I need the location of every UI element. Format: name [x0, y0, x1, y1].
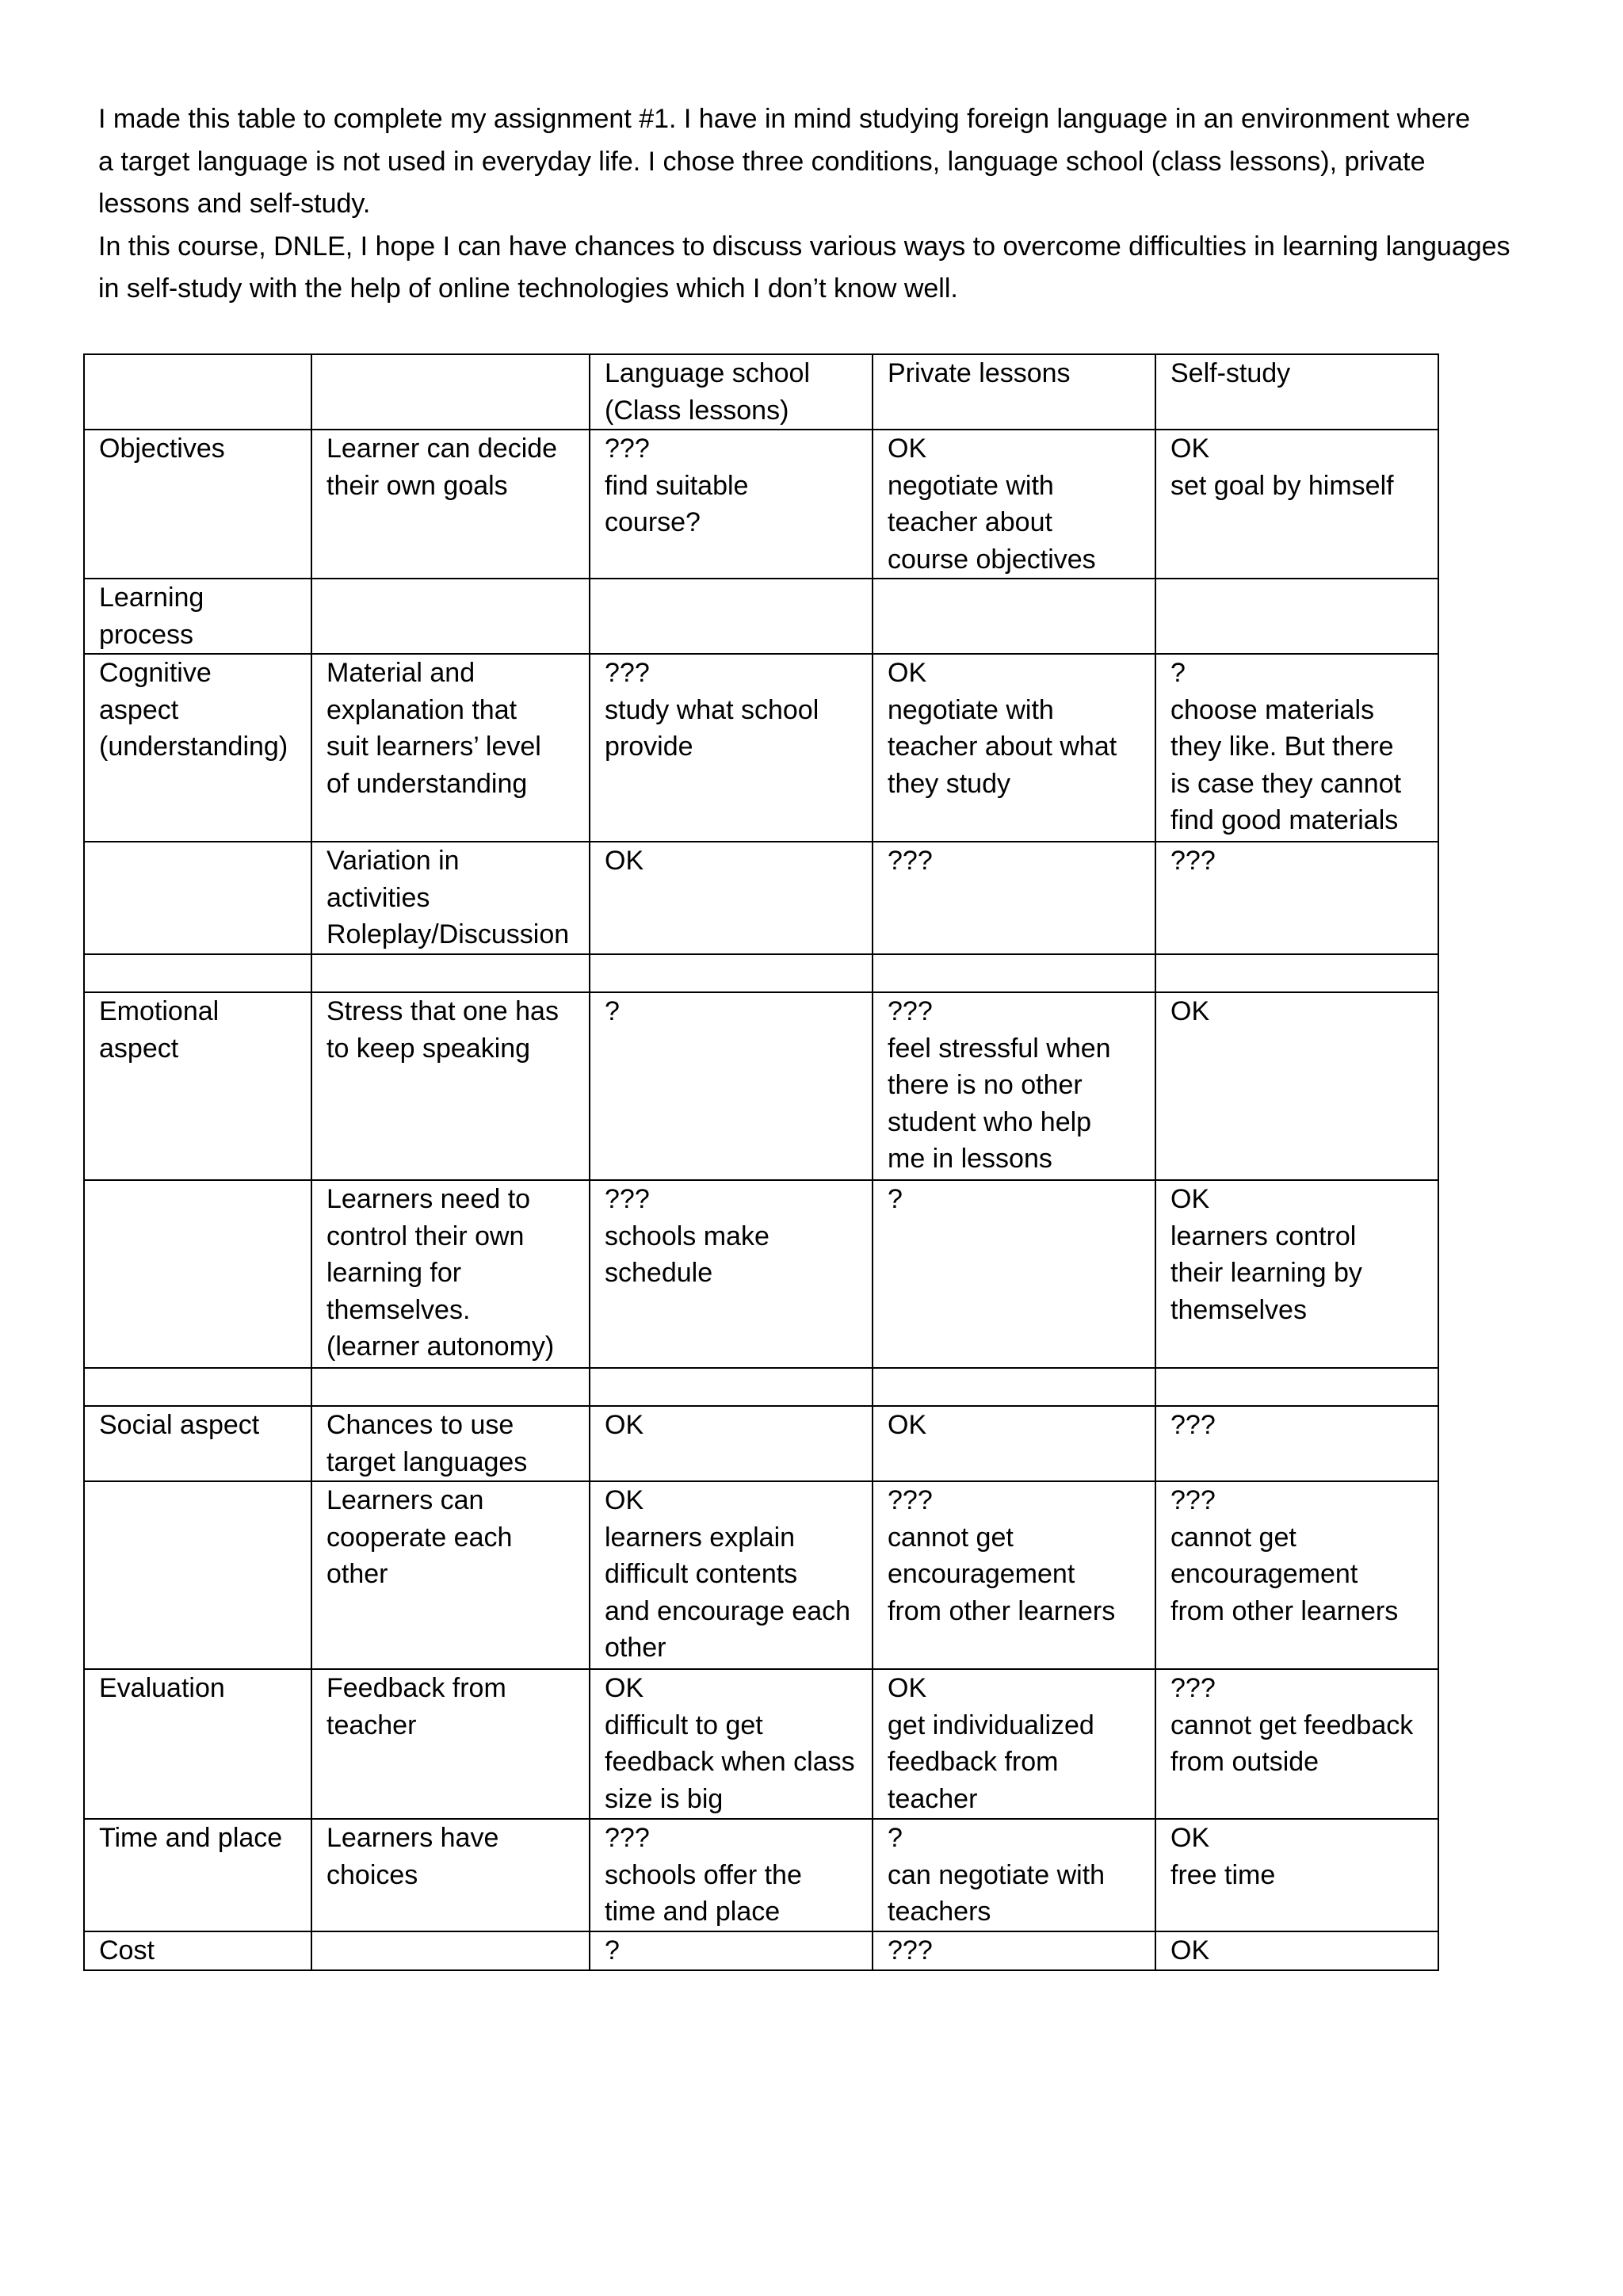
cell-text-line: negotiate with [888, 694, 1054, 725]
table-cell-language-school [590, 842, 873, 954]
table-cell-category [84, 354, 311, 430]
table-cell-private-lessons [873, 654, 1155, 842]
cell-text-line: aspect [99, 1033, 179, 1064]
table-row [84, 354, 1438, 430]
cell-text-line: from outside [1170, 1747, 1319, 1777]
cell-text-line: ? [888, 1823, 903, 1853]
table-cell-self-study [1155, 954, 1438, 992]
cell-text-line: schools make [605, 1221, 769, 1251]
table-cell-criterion [311, 1481, 590, 1669]
table-row [84, 654, 1438, 842]
cell-text-line: learning for [327, 1258, 462, 1288]
cell-text-line: Learning [99, 583, 204, 613]
cell-text-line: course? [605, 507, 701, 537]
table-cell-category [84, 954, 311, 992]
table-cell-criterion [311, 1819, 590, 1931]
cell-text-line: course objectives [888, 544, 1096, 575]
cell-text-line: ??? [605, 658, 650, 688]
cell-text-line: Roleplay/Discussion [327, 919, 570, 949]
table-cell-private-lessons [873, 842, 1155, 954]
cell-text-line: Self-study [1170, 358, 1291, 388]
table-cell-category [84, 1406, 311, 1481]
table-cell-private-lessons [873, 992, 1155, 1180]
cell-text-line: ? [1170, 658, 1186, 688]
cell-text-line: cannot get [1170, 1522, 1296, 1553]
cell-text-line: Emotional [99, 996, 220, 1026]
table-cell-private-lessons [873, 1819, 1155, 1931]
cell-text-line: cannot get feedback [1170, 1710, 1414, 1740]
table-cell-self-study [1155, 354, 1438, 430]
cell-text-line: me in lessons [888, 1144, 1052, 1174]
cell-text-line: activities [327, 882, 430, 913]
cell-text-line: OK [888, 434, 927, 464]
cell-text-line: and encourage each [605, 1595, 851, 1626]
table-cell-private-lessons [873, 354, 1155, 430]
intro-paragraph-1 [98, 98, 1556, 226]
table-cell-language-school [590, 430, 873, 579]
cell-text-line: difficult contents [605, 1559, 798, 1589]
table-cell-criterion [311, 430, 590, 579]
table-cell-self-study [1155, 1406, 1438, 1481]
cell-text-line: provide [605, 732, 693, 762]
table-cell-self-study [1155, 1819, 1438, 1931]
cell-text-line: ??? [1170, 1410, 1216, 1440]
cell-text-line: ??? [888, 1485, 933, 1515]
cell-text-line: OK [605, 1485, 644, 1515]
cell-text-line: Evaluation [99, 1673, 225, 1703]
table-cell-self-study [1155, 1180, 1438, 1368]
cell-text-line: to keep speaking [327, 1033, 531, 1064]
table-cell-criterion [311, 1180, 590, 1368]
cell-text-line: can negotiate with [888, 1859, 1106, 1890]
table-cell-self-study [1155, 579, 1438, 654]
cell-text-line: aspect [99, 694, 179, 725]
cell-text-line: learners explain [605, 1522, 796, 1553]
table-cell-category [84, 992, 311, 1180]
cell-text-line: ??? [605, 1184, 650, 1214]
cell-text-line: encouragement [888, 1559, 1075, 1589]
intro-paragraph-2 [98, 226, 1556, 311]
table-cell-self-study [1155, 1931, 1438, 1970]
table-cell-category [84, 1180, 311, 1368]
cell-text-line: (learner autonomy) [327, 1331, 555, 1362]
cell-text-line: control their own [327, 1221, 525, 1251]
cell-text-line: Learners need to [327, 1184, 531, 1214]
table-cell-private-lessons [873, 1481, 1155, 1669]
cell-text-line: schools offer the [605, 1859, 802, 1890]
table-cell-language-school [590, 1931, 873, 1970]
cell-text-line: from other learners [1170, 1595, 1399, 1626]
intro-text [98, 98, 1556, 311]
table-cell-language-school [590, 1406, 873, 1481]
cell-text-line: Social aspect [99, 1410, 260, 1440]
cell-text-line: negotiate with [888, 470, 1054, 501]
table-cell-private-lessons [873, 1368, 1155, 1406]
cell-text-line: ??? [1170, 1673, 1216, 1703]
cell-text-line: OK [888, 658, 927, 688]
table-cell-criterion [311, 842, 590, 954]
table-row [84, 1180, 1438, 1368]
table-cell-private-lessons [873, 579, 1155, 654]
table-cell-criterion [311, 1406, 590, 1481]
cell-text-line: ??? [888, 846, 933, 876]
cell-text-line: ? [888, 1184, 903, 1214]
table-row [84, 430, 1438, 579]
table-cell-category [84, 579, 311, 654]
table-row [84, 842, 1438, 954]
cell-text-line: target languages [327, 1446, 528, 1477]
table-cell-criterion [311, 579, 590, 654]
cell-text-line: Objectives [99, 434, 225, 464]
cell-text-line: ? [605, 996, 620, 1026]
table-cell-category [84, 1481, 311, 1669]
cell-text-line: ??? [605, 434, 650, 464]
cell-text-line: there is no other [888, 1070, 1083, 1100]
cell-text-line: Cognitive [99, 658, 212, 688]
cell-text-line: suit learners’ level [327, 732, 541, 762]
cell-text-line: OK [605, 1673, 644, 1703]
cell-text-line: choices [327, 1859, 418, 1890]
table-cell-language-school [590, 1481, 873, 1669]
cell-text-line: their learning by [1170, 1258, 1362, 1288]
cell-text-line: ??? [888, 1935, 933, 1966]
cell-text-line: ? [605, 1935, 620, 1966]
table-cell-criterion [311, 654, 590, 842]
table-cell-criterion [311, 354, 590, 430]
cell-text-line: cannot get [888, 1522, 1014, 1553]
table-cell-language-school [590, 1368, 873, 1406]
cell-text-line: Stress that one has [327, 996, 559, 1026]
cell-text-line: themselves. [327, 1294, 471, 1325]
cell-text-line: feedback from [888, 1747, 1059, 1777]
table-cell-self-study [1155, 842, 1438, 954]
table-cell-private-lessons [873, 1180, 1155, 1368]
table-cell-criterion [311, 954, 590, 992]
cell-text-line: OK [605, 846, 644, 876]
cell-text-line: Learners have [327, 1823, 499, 1853]
table-cell-criterion [311, 1669, 590, 1819]
cell-text-line: they study [888, 768, 1010, 799]
intro-line: In this course, DNLE, I hope I can have chances to discuss various ways to overcome difficulties in learning languages [98, 231, 1510, 262]
cell-text-line: ??? [1170, 1485, 1216, 1515]
cell-text-line: schedule [605, 1258, 713, 1288]
table-cell-language-school [590, 354, 873, 430]
table-cell-self-study [1155, 1368, 1438, 1406]
cell-text-line: ??? [1170, 846, 1216, 876]
cell-text-line: feedback when class [605, 1747, 855, 1777]
table-cell-category [84, 1669, 311, 1819]
cell-text-line: OK [1170, 1184, 1210, 1214]
intro-line: a target language is not used in everyday life. I chose three conditions, language school (class lessons), private [98, 146, 1426, 177]
table-cell-criterion [311, 1368, 590, 1406]
cell-text-line: size is big [605, 1783, 724, 1814]
table-row [84, 1669, 1438, 1819]
cell-text-line: difficult to get [605, 1710, 763, 1740]
intro-line: lessons and self-study. [98, 189, 371, 219]
table-cell-category [84, 430, 311, 579]
table-row [84, 1406, 1438, 1481]
cell-text-line: cooperate each [327, 1522, 513, 1553]
cell-text-line: Variation in [327, 846, 460, 876]
table-row [84, 1931, 1438, 1970]
table-cell-self-study [1155, 1481, 1438, 1669]
table-cell-self-study [1155, 992, 1438, 1180]
cell-text-line: teacher about [888, 507, 1052, 537]
table-row [84, 1819, 1438, 1931]
table-cell-category [84, 654, 311, 842]
cell-text-line: find suitable [605, 470, 749, 501]
table-row [84, 992, 1438, 1180]
cell-text-line: they like. But there [1170, 732, 1394, 762]
cell-text-line: Learners can [327, 1485, 484, 1515]
table-cell-category [84, 842, 311, 954]
table-cell-language-school [590, 1669, 873, 1819]
cell-text-line: study what school [605, 694, 819, 725]
cell-text-line: ??? [888, 996, 933, 1026]
cell-text-line: feel stressful when [888, 1033, 1111, 1064]
table-cell-private-lessons [873, 1669, 1155, 1819]
cell-text-line: OK [1170, 996, 1210, 1026]
cell-text-line: (Class lessons) [605, 395, 789, 426]
intro-line: I made this table to complete my assignment #1. I have in mind studying foreign language in an environment where [98, 104, 1471, 134]
cell-text-line: OK [1170, 1935, 1210, 1966]
table-cell-language-school [590, 654, 873, 842]
cell-text-line: get individualized [888, 1710, 1094, 1740]
cell-text-line: ??? [605, 1823, 650, 1853]
cell-text-line: free time [1170, 1859, 1276, 1890]
cell-text-line: Learner can decide [327, 434, 558, 464]
cell-text-line: Chances to use [327, 1410, 514, 1440]
table-cell-language-school [590, 1819, 873, 1931]
table-cell-category [84, 1368, 311, 1406]
cell-text-line: OK [888, 1673, 927, 1703]
cell-text-line: Private lessons [888, 358, 1071, 388]
cell-text-line: their own goals [327, 470, 508, 501]
table-row [84, 1368, 1438, 1406]
table-cell-language-school [590, 954, 873, 992]
table-cell-private-lessons [873, 954, 1155, 992]
table-cell-self-study [1155, 430, 1438, 579]
cell-text-line: process [99, 619, 194, 650]
table-cell-category [84, 1931, 311, 1970]
cell-text-line: Language school [605, 358, 811, 388]
cell-text-line: OK [1170, 1823, 1210, 1853]
table-row [84, 1481, 1438, 1669]
cell-text-line: themselves [1170, 1294, 1307, 1325]
cell-text-line: teacher about what [888, 732, 1117, 762]
table-cell-criterion [311, 1931, 590, 1970]
table-cell-criterion [311, 992, 590, 1180]
table-cell-language-school [590, 579, 873, 654]
cell-text-line: Feedback from [327, 1673, 506, 1703]
comparison-table [83, 353, 1439, 1971]
cell-text-line: OK [1170, 434, 1210, 464]
table-row [84, 579, 1438, 654]
table-cell-private-lessons [873, 1931, 1155, 1970]
cell-text-line: teachers [888, 1897, 991, 1927]
cell-text-line: other [327, 1559, 388, 1589]
table-cell-category [84, 1819, 311, 1931]
cell-text-line: teacher [888, 1783, 978, 1814]
cell-text-line: Time and place [99, 1823, 283, 1853]
table-row [84, 954, 1438, 992]
cell-text-line: Cost [99, 1935, 155, 1966]
table-cell-private-lessons [873, 1406, 1155, 1481]
cell-text-line: OK [605, 1410, 644, 1440]
table-cell-language-school [590, 992, 873, 1180]
cell-text-line: is case they cannot [1170, 768, 1402, 799]
cell-text-line: find good materials [1170, 805, 1399, 835]
cell-text-line: other [605, 1633, 666, 1663]
table-cell-private-lessons [873, 430, 1155, 579]
cell-text-line: learners control [1170, 1221, 1357, 1251]
cell-text-line: student who help [888, 1106, 1092, 1137]
cell-text-line: OK [888, 1410, 927, 1440]
cell-text-line: from other learners [888, 1595, 1116, 1626]
cell-text-line: Material and [327, 658, 475, 688]
cell-text-line: set goal by himself [1170, 470, 1394, 501]
cell-text-line: (understanding) [99, 732, 288, 762]
cell-text-line: explanation that [327, 694, 517, 725]
intro-line: in self-study with the help of online technologies which I don’t know well. [98, 273, 958, 304]
table-cell-language-school [590, 1180, 873, 1368]
cell-text-line: time and place [605, 1897, 781, 1927]
table-cell-self-study [1155, 654, 1438, 842]
cell-text-line: encouragement [1170, 1559, 1358, 1589]
table-cell-self-study [1155, 1669, 1438, 1819]
cell-text-line: choose materials [1170, 694, 1375, 725]
cell-text-line: teacher [327, 1710, 417, 1740]
cell-text-line: of understanding [327, 768, 528, 799]
